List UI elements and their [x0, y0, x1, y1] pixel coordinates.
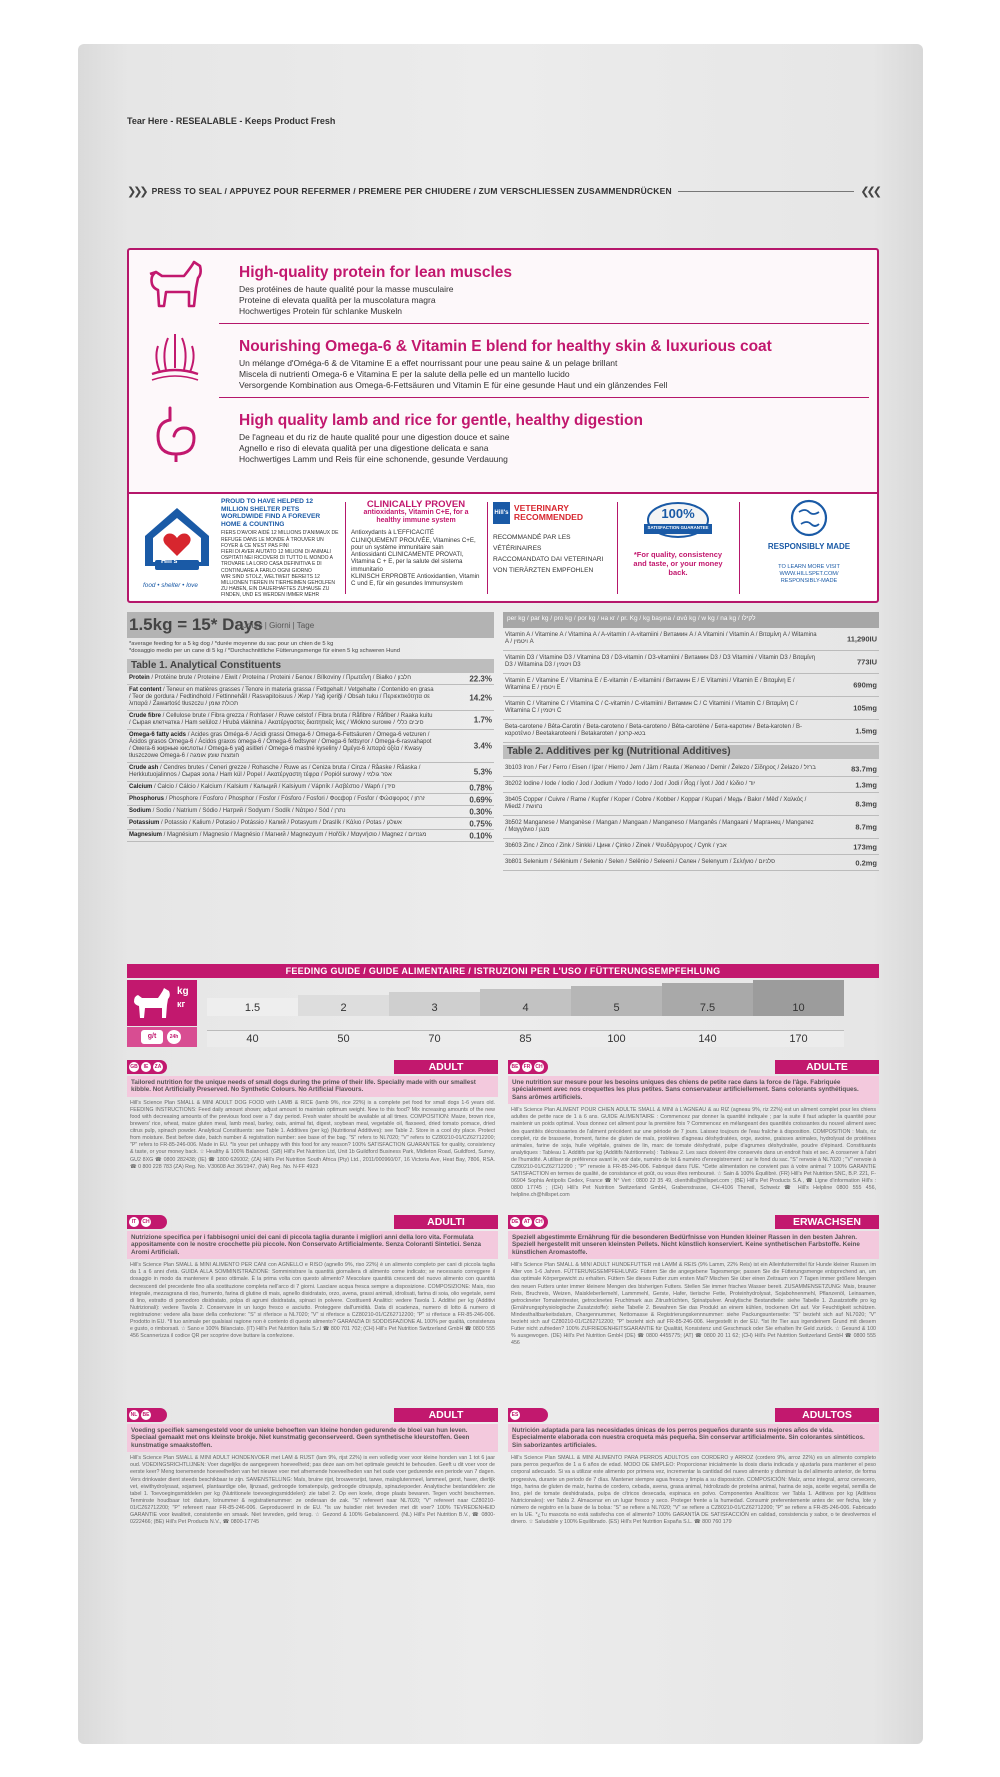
- feeding-dog-cell: [127, 980, 197, 1026]
- country-code-badge: GB: [130, 1064, 138, 1070]
- weight-cell: 5: [571, 986, 662, 1016]
- additives-table: [503, 761, 879, 871]
- shelter-headline: PROUD TO HAVE HELPED 12 MILLION SHELTER PETS WORLDWIDE FIND A FOREVER HOME & COUNTING: [221, 498, 321, 528]
- vitamin-value: 690mg: [853, 680, 877, 690]
- language-header: [508, 1060, 879, 1074]
- per-kg-header: per kg / par kg / pro kg / por kg / на кг / pr. Kg / kg başına / ανά kg / w kg / na kg / לקילו: [503, 612, 879, 628]
- constituent-row: [127, 730, 494, 763]
- benefit-title: High quality lamb and rice for gentle, healthy digestion: [239, 412, 643, 429]
- constituent-row: [127, 818, 494, 830]
- benefit-line: Un mélange d'Oméga-6 & de Vitamine E a effet nourrissant pour une peau saine & un pelage brillant: [239, 358, 618, 368]
- language-intro: Nutrizione specifica per i fabbisogni unici dei cani di piccola taglia durante i migliori anni della loro vita. Formulata appositamente con le nostre crocchette più piccole. Non Conservato Artificialmente. Senza Coloranti Sintetici. Senza Aromi Artificiali.: [127, 1231, 498, 1259]
- country-codes: [508, 1060, 548, 1074]
- country-code-badge: ZA: [154, 1064, 162, 1070]
- feeding-guide-title: FEEDING GUIDE / GUIDE ALIMENTAIRE / ISTRUZIONI PER L'USO / FÜTTERUNGSEMPFEHLUNG: [127, 964, 879, 978]
- constituent-translations: / Teneur en matières grasses / Tenore in materia grassa / Fettgehalt / Vetgehalte / Contenido en grasa / Teor de gordura / Fedtindhold / Fettinnehåll / Rasvapitoisuus / Жир / Yağ içeriği / Obsah tuku / Περιεκτικότητα σε λιπαρά / Zawartość tłuszczu / תכולת שומן: [129, 687, 434, 707]
- grams-per-day-cell: [127, 1027, 197, 1047]
- constituent-name: Fat content: [129, 687, 162, 693]
- skin-coat-icon: [144, 328, 206, 390]
- constituent-name: Potassium: [129, 820, 160, 826]
- country-code-badge: ES: [511, 1412, 519, 1418]
- clock-24h-icon: 24h: [167, 1030, 181, 1044]
- vitamin-name: Beta-carotene / Bêta-Carotin / Beta-caroteno / Beta-caroteno / Bêta-carotène / Бета-каротин / Beta-karoten / Β-καροτένιο / Beetakaroteeni / Betakaroten / בטא-קרוטן: [505, 724, 802, 737]
- seal-line: [678, 191, 855, 192]
- additive-row: [503, 793, 879, 816]
- country-code-badge: FR: [523, 1064, 531, 1070]
- benefit-line: Agnello e riso di elevata qualità per una digestione delicata e sana: [239, 443, 489, 453]
- weight-cell: 7.5: [662, 983, 753, 1016]
- country-codes: [127, 1060, 167, 1074]
- vitamin-name: Vitamin C / Vitamine C / Vitamina C / C-vitamin / C-vitamiini / Витамин C / C Vitamini / Vitamin C / Βιταμίνη C / Witamina C / ויטמין C: [505, 701, 798, 714]
- language-intro: Nutrición adaptada para las necesidades únicas de los perros pequeños durante sus mejores años de vida. Especialmente elaborada con nuestra croqueta más pequeña. Sin conservar artificialmente. Sin colorantes sintéticos. Sin saborizantes artificiales.: [508, 1424, 879, 1452]
- constituent-value: 0.30%: [469, 807, 492, 816]
- constituents-table: [127, 673, 494, 842]
- responsibly-made-link[interactable]: TO LEARN MORE VISIT WWW.HILLSPET.COM/ RESPONSIBLY-MADE: [778, 564, 840, 584]
- clinical-headline: CLINICALLY PROVEN: [366, 499, 466, 510]
- constituent-name: Omega-6 fatty acids: [129, 732, 187, 738]
- language-intro: Speziell abgestimmte Ernährung für die besonderen Bedürfnisse von Hunden kleiner Rassen in den besten Jahren. Speziell hergestellt mit unseren kleinsten Pellets. Nicht künstlich konserviert. Keine synthetischen Farbstoffe. Keine künstlichen Aromastoffe.: [508, 1231, 879, 1259]
- constituent-name: Magnesium: [129, 832, 163, 838]
- additive-name: 3b502 Manganese / Manganèse / Mangan / Mangaan / Manganeso / Manganês / Mangaani / Марганец / Manganez / Μαγγάνιο / מנגן: [505, 820, 814, 833]
- vet-line: VON TIERÄRZTEN EMPFOHLEN: [493, 567, 594, 574]
- constituent-value: 0.78%: [469, 783, 492, 792]
- table1-title: Table 1. Analytical Constituents: [127, 659, 494, 673]
- vitamin-row: [503, 651, 879, 674]
- constituent-translations: / Cellulose brute / Fibra grezza / Rohfaser / Ruwe celstof / Fibra bruta / Råfibre / Råfiber / Raaka kuitu / Сырая клетчатка / Ham selüloz / Hrubá vláknina / Ακατέργαστες διαιτητικές ίνες / Włókno surowe / סיבים כללי: [129, 713, 433, 726]
- constituent-value: 22.3%: [469, 674, 492, 683]
- vitamin-name: Vitamin D3 / Vitamine D3 / Vitamina D3 / D3-vitamin / D3-vitamiini / Витамин D3 / D3 Vitamini / Vitamin D3 / Βιταμίνη D3 / Witamina D3 / ויטמין D3: [505, 655, 815, 668]
- language-block-be: [508, 1060, 879, 1210]
- constituent-value: 0.75%: [469, 819, 492, 828]
- language-header: [127, 1215, 498, 1229]
- additive-value: 1.3mg: [855, 780, 877, 789]
- chevron-left-icon: ❮❮❮: [860, 185, 879, 198]
- responsibly-made-badge: [745, 494, 873, 602]
- additive-name: 3b801 Selenium / Sélénium / Selenio / Selen / Selênio / Seleeni / Селен / Selenyum / Σελήνιο / סלניום: [505, 859, 776, 865]
- constituent-translations: / Acides gras Oméga-6 / Acidi grassi Omega-6 / Omega-6-Fettsäuren / Omega-6 vetzuren / Ácidos grasos Omega-6 / Ácidos graxos ómega-6 / Omega-6 fedtsyrer / Omega-6 fettsyror / Omega-6-rasvahapot / Омега-6 жирные кислоты / Omega-6 yağ asitleri / Omega-6 mastné kyseliny / Ωμέγα-6 λιπαρά οξέα / Kwasy tłuszczowe Omega-6 / חומצות שומן אומגה: [129, 732, 432, 759]
- constituent-name: Crude ash: [129, 765, 159, 771]
- footnote: *average feeding for a 5 kg dog / *durée moyenne du sac pour un chien de 5 kg: [129, 641, 334, 647]
- vitamin-value: 105mg: [853, 703, 877, 713]
- country-code-badge: BE: [142, 1412, 150, 1418]
- house-heart-icon: [139, 500, 215, 580]
- clinical-line: Antioxydants à L'EFFICACITÉ CLINIQUEMENT PROUVÉE, Vitamines C+E, pour un système immunitaire sain: [351, 529, 476, 551]
- weight-cell: 10: [753, 980, 844, 1016]
- vet-line: RECOMMANDÉ PAR LES VÉTÉRINAIRES: [493, 534, 571, 552]
- benefits-panel: [127, 248, 879, 603]
- additive-value: 8.3mg: [855, 799, 877, 809]
- language-intro: Tailored nutrition for the unique needs of small dogs during the prime of their life. Specially made with our smallest kibble. Not Artificially Preserved. No Synthetic Colours. No Artificial Flavours.: [127, 1076, 498, 1097]
- days-per-bag-value: 1.5kg = 15* Days: [129, 615, 263, 634]
- benefit-title: High-quality protein for lean muscles: [239, 264, 513, 281]
- constituent-value: 14.2%: [469, 693, 492, 702]
- additive-value: 173mg: [853, 842, 877, 851]
- language-intro: Voeding specifiek samengesteld voor de unieke behoeften van kleine honden gedurende de bloei van hun leven. Speciaal gemaakt met ons kleinste brokje. Niet kunstmatig geconserveerd. Geen synthetische kleurstoffen. Geen kunstmatige smaakstoffen.: [127, 1424, 498, 1452]
- press-to-seal-line: [127, 184, 879, 198]
- guarantee-percent: 100%: [661, 506, 695, 521]
- country-code-badge: IT: [129, 1217, 139, 1227]
- additive-row: [503, 777, 879, 793]
- constituent-translations: / Cendres brutes / Ceneri grezze / Rohasche / Ruwe as / Ceniza bruta / Cinza / Råaske / Råaska / Herkkutuojalinnos / Сырая зола / Ham kül / Popel / Ακατέργαστη τέφρα / Popiół surowy / אפר גולמי: [129, 765, 421, 778]
- vitamins-column: [503, 612, 879, 871]
- benefit-line: Hochwertiges Lamm und Reis für eine schonende, gesunde Verdauung: [239, 454, 508, 464]
- grams-cell: 40: [207, 1030, 298, 1047]
- stomach-icon: [144, 402, 206, 464]
- vitamin-row: [503, 628, 879, 651]
- benefit-line: Proteine di elevata qualità per la muscolatura magra: [239, 295, 436, 305]
- guarantee-ribbon: SATISFACTION GUARANTEE: [647, 525, 709, 530]
- language-body: Hill's Science Plan SMALL & MINI ADULT DOG FOOD with LAMB & RICE (lamb 9%, rice 22%) is a complete pet food for small dogs 1-6 years old. FEEDING INSTRUCTIONS: Feed daily amount shown; adjust amount to maintain optimum weight. New to this food? Mix increasing amounts of the new food with decreasing amounts of the previous food over a 7 day period. Fresh water should be available at all times. COMPOSITION: Maize, brown rice, brewers' rice, wheat, maize gluten meal, lamb meal, barley, oats, animal fat, digest, soybean meal, vegetable oil, flaxseed, dried tomato pomace, dried citrus pulp, spinach powder. Analytical Constituents: see Table 1. Additives (per kg) (Nutritional Additives): see Table 2. Store in a cool dry place. Protect from moisture. Best before date, batch number & registration number: see base of the bag. "S" refers to NL7020; "V" refers to CZ80210-01/CZ62712200; "P" refers to FR-85-246-006. Made in EU. *Is your pet unhappy with this food for any reason? 100% SATISFACTION GUARANTEE for quality, consistency & taste, or your money back. ☆ Healthy & 100% Balanced. (GB) Hill's Pet Nutrition Ltd, Unit 1b Guildford Business Park, Midleton Road, Guildford, Surrey, GU2 8XG ☎ 0800 282438; (IE) ☎ 1800 626002; (ZA) Hill's Pet Nutrition South Africa (Pty) Ltd., 2011/000960/07, 16 Victoria Ave, Heat Bay, 7806, RSA. ☎ 0 800 228 783 (ZA) Reg. No. V30608 Act 36/1947, (NA) Reg. No. N-FF 4923: [130, 1099, 495, 1170]
- additive-row: [503, 761, 879, 777]
- constituent-name: Calcium: [129, 784, 153, 790]
- language-body: Hill's Science Plan SMALL & MINI ALIMENTO PER CANI con AGNELLO e RISO (agnello 9%, riso 22%) è un alimento completo per cani di piccola taglia da 1 a 6 anni d'età. GUIDA ALLA SOMMINISTRAZIONE: Somministrare la quantità giornaliera di alimento come indicato; se necessario correggere il dosaggio in modo da mantenere il peso ottimale. È la prima volta con questo alimento? Mescolare quantità crescenti del nuovo alimento con quantità decrescenti del precedente fino alla sostituzione completa nell'arco di 7 giorni. Lasciare acqua fresca sempre a disposizione. COMPOSIZIONE: Mais, riso integrale, mezzagrana di riso, frumento, farina di glutine di mais, agnello disidratato, orzo, avena, grassi animali, idrolisati, farina di soia, olio vegetale, semi di lino, estratto di pomodoro disidratato, polpa di agrumi disidratata, spinaci in polvere. Costituenti Analitici: vedere Tavola 1. Additivi per kg (Additivi Nutrizionali): vedere Tavola 2. Conservare in un luogo fresco e asciutto. Proteggere dall'umidità. Data di scadenza, numero di lotto & numero di registrazione: vedere alla base della confezione: "S" si riferisce a NL7020; "V" si riferisce a CZ80210-01/CZ62712200; "P" si riferisce a FR-85-246-006. Prodotto in EU. *Il tuo animale per qualsiasi ragione non è contento di questo alimento? GARANZIA DI SODDISFAZIONE AL 100% per qualità, consistenza e gusto, o rimborsati. ☆ Sano e 100% Bilanciato. (IT) Hill's Pet Nutrition Italia S.r.l ☎ 800 701 702; (CH) Hill's Pet Nutrition Switzerland GmbH ☎ 0800 555 456 Scannerizza il codice QR per scoprire dove buttare la confezione.: [130, 1262, 495, 1340]
- shelter-text: [221, 494, 339, 602]
- country-codes: [508, 1215, 548, 1229]
- constituent-row: [127, 782, 494, 794]
- constituent-translations: / Sodio / Natrium / Sódio / Натрий / Sodyum / Sodík / Νάτριο / Sód / נתרן: [151, 808, 346, 814]
- vitamin-value: 11,290IU: [846, 634, 877, 644]
- language-label: ADULTI: [394, 1215, 498, 1229]
- country-code-badge: NL: [130, 1412, 138, 1418]
- kg-label: kg: [177, 986, 189, 997]
- additive-name: 3b202 Iodine / Iode / Iodio / Jod / Jodium / Yodo / Iodo / Jod / Jodi / Йод / İyot / Jód / Ιώδιο / יוד: [505, 781, 756, 787]
- benefit-skin-coat: [129, 324, 877, 408]
- grams-cell: 100: [571, 1030, 662, 1047]
- divider: [617, 502, 618, 594]
- country-code-badge: IE: [141, 1062, 151, 1072]
- additive-name: 3b103 Iron / Fer / Ferro / Eisen / Ijzer / Hierro / Jern / Järn / Rauta / Железо / Demir / Železo / Σίδηρος / Żelazo / ברזל: [505, 765, 816, 771]
- constituent-value: 3.4%: [473, 741, 492, 751]
- clinical-sub: antioxidants, Vitamin C+E, for a healthy immune system: [363, 509, 469, 525]
- constituent-translations: / Protéine brute / Proteine / Eiwit / Proteína / Proteini / Белок / Bílkoviny / Πρωτεΐνη / Białko / חלבון: [149, 675, 412, 681]
- tear-here-label: Tear Here - RESEALABLE - Keeps Product Fresh: [127, 116, 336, 126]
- language-header: [127, 1408, 498, 1422]
- additive-name: 3b405 Copper / Cuivre / Rame / Kupfer / Koper / Cobre / Kobber / Koppar / Kupari / Медь / Bakır / Měď / Χαλκός / Miedź / נחושת: [505, 797, 807, 810]
- language-intro: Une nutrition sur mesure pour les besoins uniques des chiens de petite race dans la force de l'âge. Fabriquée spécialement avec nos croquettes les plus petites. Sans conservateur artificiellement. Sans colorants synthétiques. Sans arômes artificiels.: [508, 1076, 879, 1104]
- constituent-name: Phosphorus: [129, 796, 165, 802]
- vitamin-row: [503, 697, 879, 720]
- language-block-es: [508, 1408, 879, 1578]
- country-code-badge: AT: [523, 1219, 531, 1225]
- language-block-nl: [127, 1408, 498, 1578]
- vet-header: [493, 502, 611, 524]
- language-label: ERWACHSEN: [775, 1215, 879, 1229]
- grams-cell: 170: [753, 1030, 844, 1047]
- shelter-line: WIR SIND STOLZ, WELTWEIT BEREITS 12 MILLIONEN TIEREN IN TIERHEIMEN GEHOLFEN ZU HABEN, EIN DAUERHAFTES ZUHAUSE ZU FINDEN, UND ES WERDEN IMMER MEHR: [221, 573, 336, 599]
- hills-logo-text: Hill's: [161, 558, 178, 565]
- constituent-name: Protein: [129, 675, 150, 681]
- responsibly-made-title: RESPONSIBLY MADE: [767, 542, 851, 551]
- vitamin-name: Vitamin E / Vitamine E / Vitamina E / E-vitamin / E-vitamiini / Витамин E / E Vitamini / Vitamin E / Βιταμίνη E / Witamina E / ויטמין E: [505, 678, 795, 691]
- benefit-protein: [129, 250, 877, 334]
- table2-title: Table 2. Additives per kg (Nutritional Additives): [503, 745, 879, 759]
- analytical-column: [127, 612, 494, 842]
- clinical-line: Antiossidanti CLINICAMENTE PROVATI, Vitamina C + E, per la salute del sistema immunitario: [351, 551, 464, 573]
- additive-row: [503, 839, 879, 855]
- language-label: ADULTOS: [775, 1408, 879, 1422]
- shelter-line: FIERI DI AVER AIUTATO 12 MILIONI DI ANIMALI OSPITATI NEI RICOVERI DI TUTTO IL MONDO A TROVARE LA LORO CASA DEFINITIVA E DI CONTINUARE A FARLO OGNI GIORNO: [221, 548, 333, 574]
- grams-cell: 50: [298, 1030, 389, 1047]
- additive-value: 0.2mg: [855, 858, 877, 867]
- constituent-name: Sodium: [129, 808, 151, 814]
- grams-cell: 140: [662, 1030, 753, 1047]
- constituent-name: Crude fibre: [129, 713, 162, 719]
- benefit-line: Miscela di nutrienti Omega-6 e Vitamina E per la salute della pelle ed un mantello lucido: [239, 369, 570, 379]
- country-codes: [127, 1408, 167, 1422]
- weight-cell: 3: [389, 992, 480, 1016]
- divider: [739, 502, 740, 594]
- additive-row: [503, 816, 879, 839]
- country-code-badge: CH: [535, 1219, 543, 1225]
- benefit-digestion: [129, 398, 877, 482]
- additive-value: 8.7mg: [855, 822, 877, 832]
- shelter-love-badge: [139, 494, 221, 602]
- chevron-right-icon: ❯❯❯: [127, 185, 146, 198]
- satisfaction-guarantee-badge: [623, 494, 733, 602]
- divider: [487, 502, 488, 594]
- vitamin-row: [503, 720, 879, 743]
- constituent-value: 0.69%: [469, 795, 492, 804]
- weight-cell: 4: [480, 989, 571, 1016]
- weight-cell: 2: [298, 995, 389, 1016]
- weight-cell: 1.5: [207, 998, 298, 1016]
- country-code-badge: DE: [511, 1219, 519, 1225]
- language-block-it: [127, 1215, 498, 1403]
- constituent-row: [127, 830, 494, 842]
- feeding-guide: [127, 964, 879, 1048]
- benefit-line: De l'agneau et du riz de haute qualité pour une digestion douce et saine: [239, 432, 510, 442]
- shelter-tagline: food • shelter • love: [143, 582, 198, 589]
- language-header: [508, 1408, 879, 1422]
- constituent-row: [127, 711, 494, 730]
- additive-row: [503, 855, 879, 871]
- vitamin-name: Vitamin A / Vitamine A / Vitamina A / A-vitamin / A-vitamiini / Витамин A / A Vitamini / Vitamin A / Βιταμίνη A / Witamina A / ויטמין A: [505, 632, 817, 645]
- footnote: *dosaggio medio per un cane di 5 kg / *Durchschnittliche Fütterungsmenge für einen 5 kg schweren Hund: [129, 648, 401, 654]
- country-code-badge: CH: [142, 1219, 150, 1225]
- vitamin-row: [503, 674, 879, 697]
- constituent-row: [127, 794, 494, 806]
- days-per-bag-suffix: Jours | Giorni | Tage: [243, 621, 315, 630]
- constituent-value: 5.3%: [473, 767, 492, 777]
- constituent-row: [127, 685, 494, 711]
- constituent-translations: / Potassio / Kalium / Potasio / Potássio / Калий / Potasyum / Draslík / Κάλιο / Potas / אשלגן: [159, 820, 402, 826]
- language-header: [508, 1215, 879, 1229]
- vitamin-value: 773IU: [856, 657, 877, 667]
- constituent-value: 0.10%: [469, 831, 492, 840]
- language-body: Hill's Science Plan ALIMENT POUR CHIEN ADULTE SMALL & MINI à L'AGNEAU & au RIZ (agneau 9%, riz 22%) est un aliment complet pour les chiens adultes de petite race de 1 à 6 ans. GUIDE ALIMENTAIRE : Commencez par donner la quantité indiquée ; par la suite il faut adapter la quantité pour maintenir un poids optimal. Vous donnez cet aliment pour la première fois ? Commencez en mélangeant des quantités croissantes du nouvel aliment avec des quantités décroissantes de l'aliment précédent sur une période de 7 jours. Laissez toujours de l'eau fraîche à disposition. COMPOSITION : Maïs, riz complet, riz de brasserie, froment, farine de gluten de maïs, protéines d'agneau déshydratées, orge, avoine, graisses animales, hydrolysat de protéines animales, farine de soja, huile végétale, graines de lin, marc de tomate déshydraté, pulpe d'agrumes déshydratée, poudre d'épinard. Constituants analytiques : Tableau 1. Additifs par kg (Additifs Nutritionnels) : Tableau 2. Les sacs doivent être conservés dans un endroit frais et sec. A conserver à l'abri de l'humidité. A utiliser de préférence avant le, voir date, numéro de lot & numéro d'enregistrement : sur le fond du sac. "S" renvoie à NL7020 ; "V" renvoie à CZ80210-01/CZ62712200 ; "P" renvoie à FR-85-246-006. Fabriqué dans l'UE. *Cette alimentation ne convient pas à votre animal ? 100% GARANTIE SATISFACTION en termes de qualité, de consistance et goût, ou vous êtes remboursé. ☆ Sain & 100% Équilibré. (FR) Hill's Pet Nutrition SNC, B.P. 221, F-06904 Sophia Antipolis Cedex, France ☎ N° Vert : 0800 22 35 49, clienthills@hillspet.com ; (BE) Hill's Pet Products S.A., ☎ Ligne d'information Hill's : 0800 17745 ; (CH) Hill's Pet Nutrition Switzerland GmbH, Grabenstrasse, CH-4106 Therwil, Schweiz ☎ Hill's Helpline 0800 555 456, helpline.ch@hillspet.com: [511, 1107, 876, 1199]
- press-to-seal-label: PRESS TO SEAL / APPUYEZ POUR REFERMER / PREMERE PER CHIUDERE / ZUM VERSCHLIESSEN ZUSAMMENDRÜCKEN: [151, 186, 672, 196]
- benefit-title: Nourishing Omega-6 & Vitamin E blend for healthy skin & luxurious coat: [239, 338, 772, 355]
- clinically-proven-badge: [351, 494, 481, 602]
- constituent-row: [127, 673, 494, 685]
- divider: [345, 502, 346, 594]
- country-codes: [127, 1215, 167, 1229]
- language-block-de: [508, 1215, 879, 1403]
- dog-icon: [144, 254, 206, 316]
- hills-logo-icon: Hill's: [493, 502, 510, 524]
- vet-lines: [493, 532, 611, 576]
- badges-row: [129, 492, 877, 600]
- language-label: ADULT: [394, 1060, 498, 1074]
- vet-line: RACCOMANDATO DAI VETERINARI: [493, 556, 604, 563]
- dog-icon: [130, 986, 174, 1022]
- benefit-line: Versorgende Kombination aus Omega-6-Fettsäuren und Vitamin E für eine gesunde Haut und ein glänzendes Fell: [239, 380, 668, 390]
- constituent-translations: / Phosphore / Fosforo / Phosphor / Fosfor / Fósforo / Fosfori / Фосфор / Fosfor / Φώσφορος / זרחן: [164, 796, 425, 802]
- globe-icon: [789, 498, 829, 538]
- guarantee-text: *For quality, consistency and taste, or your money back.: [633, 550, 723, 577]
- clinical-line: KLINISCH ERPROBTE Antioxidantien, Vitamin C und E, für ein gesundes Immunsystem: [351, 572, 480, 588]
- country-codes: [508, 1408, 548, 1422]
- vitamins-table: [503, 628, 879, 743]
- language-body: Hill's Science Plan SMALL & MINI ADULT HONDENVOER met LAM & RIJST (lam 9%, rijst 22%) is een volledig voer voor kleine honden van 1 tot 6 jaar oud. VOEDINGSRICHTLIJNEN: Voer dagelijks de aangegeven hoeveelheid; pas deze aan om het optimale gewicht te behouden. Geeft u dit voer voor de eerste keer? Meng toenemende hoeveelheden van het nieuwe voer met afnemende hoeveelheden van het oude voer gedurende een periode van 7 dagen. Vers drinkwater dient steeds beschikbaar te zijn. SAMENSTELLING: Maïs, bruine rijst, brouwersrijst, tarwe, maïsglutenmeel, lammeel, gerst, haver, dierlijk vet, eiwithydrolysaat, sojameel, plantaardige olie, lijnzaad, gedroogde tomatenpulp, gedroogde citruspulp, spinaziepoeder. Analytische bestanddelen: zie tabel 1. Toevoegingsmiddelen per kg (Nutritionele toevoegingsmiddelen): zie tabel 2. Op een koele, droge plaats bewaren. Tegen vocht beschermen. Tenminste houdbaar tot: datum, lotnummer & registratienummer: ze onderaan de zak. "S" refereert naar NL7020; "V" refereert naar CZ80210-01/CZ62712200; "P" refereert naar FR-85-246-006. Geproduceerd in de EU. *Is uw huisdier niet tevreden met dit voer? 100% TEVREDENHEID GARANTIE voor kwaliteit, consistentie en smaak. Niet tevreden, geld terug. ☆ Gezond & 100% Gebalanceerd. (NL) Hill's Pet Nutrition B.V., ☎ 0800-0222466; (BE) Hill's Pet Products N.V., ☎ 0800-17745: [130, 1455, 495, 1526]
- language-header: [127, 1060, 498, 1074]
- country-code-badge: BE: [511, 1064, 519, 1070]
- gt-label: g/t: [141, 1030, 163, 1044]
- nutrition-section: [127, 612, 879, 956]
- days-per-bag: [127, 612, 494, 638]
- additive-value: 83.7mg: [851, 764, 877, 773]
- language-body: Hill's Science Plan SMALL & MINI ADULT HUNDEFUTTER mit LAMM & REIS (9% Lamm, 22% Reis) ist ein Alleinfuttermittel für Hunde kleiner Rassen im Alter von 1-6 Jahren. FÜTTERUNGSEMPFEHLUNG: Füttern Sie die angegebene Tagesmenge; passen Sie die Fütterungsmenge entsprechend an, um das optimale Körpergewicht zu erhalten. Füttern Sie dieses Futter zum ersten Mal? Mischen Sie über einen Zeitraum von 7 Tagen immer größere Mengen des neuen Futters unter immer kleinere Mengen des bisherigen Futters. Stellen Sie immer frisches Wasser bereit. ZUSAMMENSETZUNG: Mais, brauner Reis, Bruchreis, Weizen, Maiskleberliemehl, Lammmehl, Gerste, Hafer, tierische Fette, Proteinhydrolysat, Sojabohnenmehl, Pflanzenöl, Leinsamen, getrockneter Tomatentrester, getrocknetes Fruchtmark aus Zitrusfrüchten, Spinatpulver. Analytische Bestandteile: siehe Tabelle 1. Zusatzstoffe pro kg (Ernährungsphysiologische Zusatzstoffe): siehe Tabelle 2. Bewahren Sie das Produkt an einem kühlen, trockenen Ort auf. Vor Feuchtigkeit schützen. Mindesthaltbarkeitsdatum, Chargennummer, Nettomasse & Registrierungskennnummer: siehe Packungsunterseite: "S" bezieht sich auf NL7020; "V" bezieht sich auf CZ80210-01/CZ62712200; "P" bezieht sich auf FR-85-246-006. Hergestellt in der EU. *Ist Ihr Tier aus irgendeinem Grund mit diesem Futter nicht zufrieden? 100% ZUFRIEDENHEITSGARANTIE für Qualität, Konsistenz und Geschmack oder Sie erhalten Ihr Geld zurück. ☆ Gesund & 100 % ausgewogen. (DE) Hill's Pet Nutrition GmbH (DE) ☎ 0800 4455775; (AT) ☎ 0800 20 11 62; (CH) Hill's Pet Nutrition Switzerland GmbH ☎ 0800 555 456: [511, 1262, 876, 1347]
- shelter-line: FIERS D'AVOIR AIDÉ 12 MILLIONS D'ANIMAUX DE REFUGE DANS LE MONDE À TROUVER UN FOYER & CE N'EST PAS FINI: [221, 530, 339, 549]
- constituent-value: 1.7%: [473, 715, 492, 725]
- vet-recommended-badge: [493, 494, 611, 602]
- constituent-translations: / Calcio / Cálcio / Kalcium / Kalsium / Кальций / Kalsiyum / Vápník / Ασβέστιο / Wapń / סידן: [152, 784, 396, 790]
- language-body: Hill's Science Plan SMALL & MINI ALIMENTO PARA PERROS ADULTOS con CORDERO y ARROZ (cordero 9%, arroz 22%) es un alimento completo para perros pequeños de 1 a 6 años de edad. MODO DE EMPLEO: Proporcionar inicialmente la dosis diaria indicada y ajustarla para mantener el peso corporal adecuado. Si va a utilizar este alimento por primera vez, incrementar la cantidad del nuevo alimento y disminuir la del alimento anterior, de forma progresiva, durante un periodo de 7 días. Mantener siempre agua fresca y limpia a su disposición. COMPOSICIÓN: Maíz, arroz integral, arroz cervecero, trigo, harina de gluten de maíz, harina de cordero, cebada, avena, grasa animal, hidrolizado de proteína animal, harina de soja, aceite vegetal, semilla de lino, piel de tomate deshidratada, pulpa de cítricos desecada, espinaca en polvo. Componentes Analíticos: ver Tabla 1. Aditivos por kg (Aditivos Nutricionales): ver Tabla 2. Almacenar en un lugar fresco y seco. Proteger frente a la humedad. Consumir preferentemente antes de: ver fecha, lote y número de registro en la base de la bolsa: "S" se refiere a NL7020; "V" se refiere a CZ80210-01/CZ62712200; "P" se refiere a FR-85-246-006. Fabricado en la UE. *¿Tu mascota no está satisfecha con el alimento? 100% GARANTÍA DE SATISFACCIÓN en calidad, consistencia y sabor, o te devolvemos el dinero. ☆ Saludable y 100% Equilibrado. (ES) Hill's Pet Nutrition España S.L. ☎ 800 760 179: [511, 1455, 876, 1526]
- kg-label-cyrillic: кг: [177, 999, 186, 1009]
- constituent-translations: / Magnésium / Magnesio / Magnésio / Магний / Magnezyum / Hořčík / Μαγνήσιο / Magnez / מגנזיום: [162, 832, 427, 838]
- benefit-line: Hochwertiges Protein für schlanke Muskeln: [239, 306, 402, 316]
- country-code-badge: CH: [535, 1064, 543, 1070]
- benefit-line: Des protéines de haute qualité pour la masse musculaire: [239, 284, 454, 294]
- language-label: ADULT: [394, 1408, 498, 1422]
- grams-cell: 70: [389, 1030, 480, 1047]
- constituent-row: [127, 806, 494, 818]
- language-label: ADULTE: [775, 1060, 879, 1074]
- vet-headline: VETERINARY RECOMMENDED: [513, 502, 584, 522]
- vitamin-value: 1.5mg: [855, 726, 877, 736]
- additive-name: 3b603 Zinc / Zinco / Zink / Sinkki / Цинк / Çinko / Zinek / Ψευδάργυρος / Cynk / אבץ: [505, 843, 727, 849]
- constituent-row: [127, 763, 494, 782]
- language-block-gb: [127, 1060, 498, 1210]
- grams-cell: 85: [480, 1030, 571, 1047]
